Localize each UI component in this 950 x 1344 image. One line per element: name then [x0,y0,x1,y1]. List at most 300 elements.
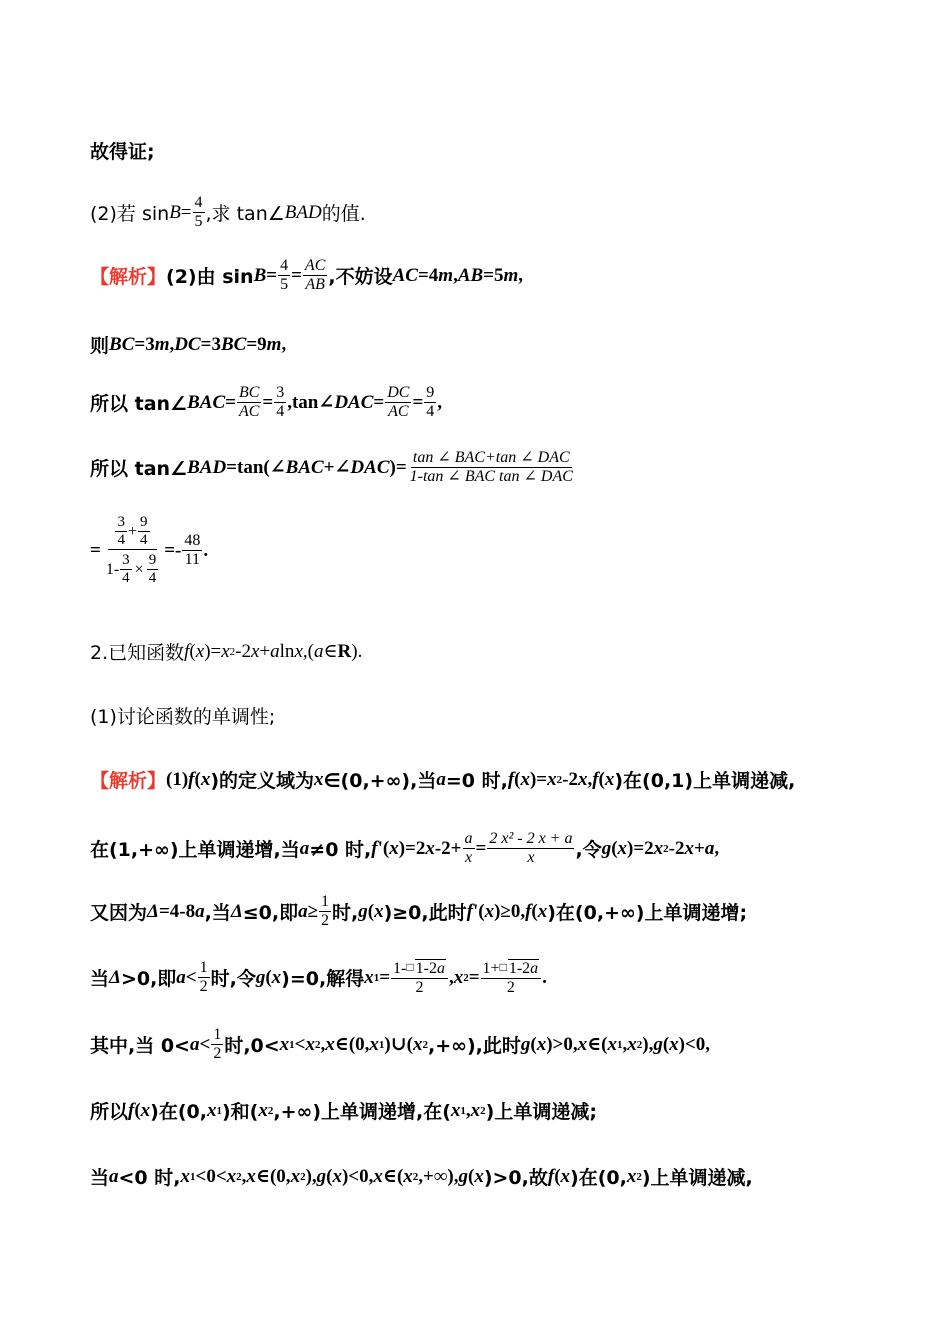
math-token: g [458,1165,468,1187]
math-token: x [520,768,530,790]
math-token: )在(0, [570,1167,627,1189]
solution-2-line-4 [90,449,576,486]
math-token: = [468,966,480,988]
fraction-root-plus [481,958,542,997]
math-token: a [436,960,445,977]
math-token: 4 [117,532,125,548]
math-token: a [270,640,280,662]
math-token: 1 [213,1026,222,1043]
math-token: , [622,1033,628,1055]
math-token: ∈( [587,1034,608,1055]
math-token: ,不妨设 [328,266,393,288]
math-token: × [134,560,144,578]
math-token: = [412,391,424,413]
math-token: , [437,391,443,413]
math-token: x [669,1033,679,1055]
math-token: □ [499,960,507,974]
math-token: < [294,1033,306,1055]
math-token: x [226,1165,237,1187]
math-token: + [259,640,271,662]
math-token: DAC [350,456,390,478]
math-token: ,+∞)上单调递增,在( [273,1101,451,1123]
math-token: 当 [90,1167,110,1189]
math-token: . [542,966,547,988]
math-token: ∈(0, [334,1034,370,1055]
math-token: ( [326,1165,333,1187]
math-token: x [527,849,535,866]
math-token: = [90,539,101,561]
math-token: -2 [562,768,578,790]
math-token: x [389,837,399,859]
math-token: 则 [90,335,110,357]
math-token: x [474,1165,484,1187]
math-token: 5 [194,213,203,230]
math-token: a [195,900,205,922]
math-token: f [592,768,599,790]
math-token: 的值. [321,203,366,225]
math-token: )<0, [341,1165,374,1187]
math-token: 2.已知函数 [90,642,185,664]
question-part-1 [90,702,275,729]
math-token: ( [467,1165,475,1187]
math-token: <0 时, [118,1167,181,1189]
math-token: x [684,837,694,859]
math-token: x [617,837,628,859]
math-token: 4 [148,570,157,586]
math-token: )≥0, [494,900,526,922]
math-token: )上单调递减; [485,1101,597,1123]
math-token: m [503,264,519,286]
math-token: ( [367,900,375,922]
math-token: x [200,768,211,790]
math-token: x [364,966,374,988]
math-token: -2 [668,837,685,859]
math-token: )>0, [546,1033,578,1055]
math-token: 当 [90,968,110,990]
math-token: ( [189,640,196,662]
math-token: ( [134,1099,141,1121]
math-token: 1 [321,893,330,910]
math-token: B [253,264,267,286]
math-token: Δ [109,966,121,988]
math-token: x [206,1099,217,1121]
math-token: '( [377,837,390,859]
math-token: 4 [194,194,203,211]
math-token: a [299,837,310,859]
math-token: Δ [147,900,159,922]
math-token: =4-8 [158,900,196,922]
math-token: (2)由 sin [166,266,254,288]
math-token: 2 [506,979,515,996]
math-token: x [140,1099,151,1121]
math-token: AC [392,264,418,286]
math-token: DAC [334,391,374,413]
math-token: 4 [140,532,148,548]
math-token: )的定义域为 [210,770,315,792]
math-token: g [316,1165,327,1187]
math-token: x [332,1165,342,1187]
math-token: f [507,768,515,790]
math-token: AC [304,257,326,274]
math-token: ,( [302,640,314,662]
math-token: m [266,333,282,355]
math-token: )上单调递减, [641,1167,753,1189]
math-token: ( [662,1033,670,1055]
math-token: =5 [483,264,504,286]
math-token: 又因为 [90,902,148,924]
math-token: f [128,1099,135,1121]
math-token: ≤0,即 [242,902,299,924]
math-token: = [475,837,487,859]
math-token: x [577,768,588,790]
math-token: x [453,966,464,988]
math-token: ( [598,768,605,790]
fraction-ac-ab [303,257,327,294]
fraction-1-2 [319,893,331,930]
math-token: □ [406,960,414,974]
math-token: = [379,966,391,988]
math-token: a [464,830,473,847]
math-token: x [258,1099,268,1121]
math-token: 1-2 [415,960,437,977]
math-token: )在(0, [150,1101,207,1123]
math-token: a [530,960,539,977]
fraction-48-11 [182,532,202,569]
math-token: BAC [187,391,226,413]
math-token: DC [387,384,410,401]
math-token: ,tan∠ [287,392,335,413]
math-token: a [176,966,186,988]
math-token: x [653,837,664,859]
fraction-tan-sum [408,449,575,486]
fraction-9-4 [424,384,436,421]
fraction-4-5 [278,257,290,294]
math-token: x [425,837,435,859]
math-token: )=2 [398,837,426,859]
math-token: 时, [332,902,359,924]
math-token: 1 [199,959,208,976]
math-token: =4 [417,264,439,286]
math-token: = [373,391,385,413]
math-token: ,当 [204,902,231,924]
math-token: x [246,1165,256,1187]
math-token: =3 [134,333,155,355]
math-token: ( [531,900,538,922]
question-2-tan-bad [90,194,366,231]
solution-1-line-4: 当 Δ >0,即 a < $\frac{1}{2}$ 时,令 g ( x )=0,解得 x 1 = $\frac{1-□ 1-2a}{2}$ , x 2 = $\frac{1+□ 1-2a}{2}$ . [90,959,547,996]
math-token: , [714,837,720,859]
math-token: x [180,1165,190,1187]
math-token: x [305,1033,315,1055]
math-token: tan ∠ BAC+tan ∠ DAC [412,449,570,466]
math-token: f [188,768,195,790]
math-token: BAC [285,456,324,478]
math-token: -2+ [434,837,462,859]
math-token: x [403,1165,413,1187]
math-token: )≥0,此时 [383,902,467,924]
math-token: x [484,900,495,922]
math-token: 1+ [482,960,500,977]
analysis-tag: 【解析】 [90,770,167,792]
math-token: ≥ [307,900,319,922]
math-token: 3 [276,384,285,401]
math-token: )和( [221,1101,259,1123]
math-token: x [221,640,230,662]
math-token: = [266,264,278,286]
math-token: BAD [187,456,227,478]
math-token: ( [611,837,618,859]
math-token: g [653,1033,663,1055]
math-token: 1-2 [508,960,531,977]
math-token: x [290,1165,301,1187]
math-token: + [694,837,705,859]
compound-fraction [102,514,163,587]
math-token: g [520,1033,531,1055]
solution-1-line-7: 当 a <0 时, x 1 <0< x 2 , x ∈(0, x 2 ), g ( x )<0, x ∈( x 2 ,+∞), g ( x )>0,故 f ( x )在(0, x 2 )上单调递减, [90,1163,753,1190]
math-token: 1-tan ∠ BAC tan ∠ DAC [409,468,573,485]
math-token: )= [529,768,548,790]
math-token: 所以 [90,1101,129,1123]
math-token: ,令 [575,839,602,861]
math-token: 4 [426,403,435,420]
math-token: < [199,1033,211,1055]
math-token: BC [238,384,260,401]
solution-2-line-1 [90,257,523,294]
math-token: 2 [199,978,208,995]
math-token: =tan(∠ [226,457,286,478]
math-token: 9 [426,384,435,401]
solution-1-line-6: 所以 f ( x )在(0, x 1 )和( x 2 ,+∞)上单调递增,在( x 1 , x 2 )上单调递减; [90,1097,597,1124]
math-token: ( [265,966,272,988]
math-token: )=2 [627,837,654,859]
math-token: 11 [184,551,201,568]
solution-1-line-2: 在(1,+∞)上单调递增,当 a ≠0 时, f '( x )=2 x -2+ $\frac{a}{x}$ = $\frac{\text{2 x² - 2 x + a}}{x}$ ,令 g ( x )=2 x 2 -2 x + a , [90,830,720,866]
math-token: 所以 tan∠ [90,393,188,415]
math-token: x [627,1033,637,1055]
math-token: x [279,1033,290,1055]
math-token: m [154,333,170,355]
math-token: )>0,故 [483,1167,548,1189]
math-token: , [241,1165,247,1187]
math-token: x [577,1033,588,1055]
fraction-4-5 [193,194,205,231]
math-token: 3 [117,514,125,530]
fraction-root-minus [391,958,448,997]
math-token: x [607,1033,617,1055]
math-token: )∪( [384,1034,413,1055]
math-token: 4 [276,403,285,420]
math-token: AB [305,276,325,293]
math-token: x [450,1099,461,1121]
text-line-proof-done [90,137,155,164]
math-token: 2 [213,1045,222,1062]
math-token: x [271,966,282,988]
solution-2-line-5 [90,514,208,587]
math-token: 所以 tan∠ [90,458,188,480]
math-token: , [281,333,287,355]
fraction-3-4 [274,384,286,421]
math-token: ), [642,1033,654,1055]
math-token: BC [109,333,135,355]
math-token: ln [279,640,295,662]
math-token: =3 [200,333,221,355]
math-token: 时,令 [210,968,256,990]
math-token: (2)若 sin [90,203,170,225]
math-token: x [314,768,324,790]
math-token: < [185,966,197,988]
math-token: f [547,1165,555,1187]
math-token: x [537,900,548,922]
math-token: . [203,539,209,561]
math-token: DC [174,333,201,355]
math-token: = [180,201,192,223]
math-token: ( [194,768,201,790]
solution-1-line-3 [90,893,747,930]
solution-1-line-1: 【解析】 (1) f ( x )的定义域为 x ∈(0,+∞),当 a =0 时, f ( x )= x 2 -2 x , f ( x )在(0,1)上单调递减, [90,766,795,793]
math-token: ,+∞),此时 [427,1035,521,1057]
math-token: 4 [122,570,130,586]
math-token: a [298,900,308,922]
math-token: f [525,900,532,922]
math-token: x [626,1165,637,1187]
solution-1-line-5: 其中,当 0< a < $\frac{1}{2}$ 时,0< x 1 < x 2 , x ∈(0, x 1 )∪( x 2 ,+∞),此时 g ( x )>0, x ∈( x 1 , x 2 ), g ( x )<0, [90,1026,711,1062]
fraction-1-2 [211,1026,223,1063]
math-token: ∈(0, [255,1166,291,1187]
math-token: x [325,1033,335,1055]
fraction-bc-ac [237,384,261,421]
math-token: (1) [166,768,189,790]
math-token: +∠ [323,457,351,478]
analysis-tag: 【解析】 [90,266,167,288]
math-token: + [127,522,138,540]
math-token: ∈ [323,641,338,662]
math-token: a [109,1165,119,1187]
math-token: x [251,640,260,662]
math-token: (1)讨论函数的单调性; [90,706,276,728]
math-token: 9 [140,514,148,530]
math-token: BAD [284,201,322,223]
question-function-definition: 2.已知函数 f ( x )= x 2 -2 x + a ln x ,( a ∈ R ). [90,638,362,665]
fraction-1-2 [198,959,210,996]
fraction-dc-ac [385,384,411,421]
math-token: , [169,333,175,355]
math-token: ( [514,768,521,790]
math-token: g [601,837,612,859]
math-token: x [195,640,205,662]
math-token: g [255,966,266,988]
math-token: -2 [235,640,251,662]
math-token: m [438,264,454,286]
solution-2-line-3 [90,384,442,421]
math-token: a [436,768,446,790]
math-token: )= [204,640,222,662]
math-token: g [358,900,368,922]
math-token: AC [238,403,260,420]
math-token: 1- [105,560,120,578]
math-token: ∈(0,+∞),当 [323,770,437,792]
math-token: 时,0< [224,1035,280,1057]
math-token: ). [351,640,363,662]
math-token: 其中,当 0< [90,1035,190,1057]
math-token: 5 [280,276,289,293]
math-token: x [464,849,473,866]
math-token: ), [305,1165,317,1187]
math-token: 4 [280,257,289,274]
solution-2-line-2 [90,331,286,358]
math-token: , [465,1099,471,1121]
math-token: >0,即 [120,968,177,990]
math-token: <0< [195,1165,227,1187]
math-token: = [262,391,274,413]
math-token: 3 [122,552,130,568]
math-token: x [560,1165,571,1187]
math-token: , [518,264,524,286]
math-token: = [225,391,236,413]
math-token: a [189,1033,200,1055]
math-token: ( [530,1033,537,1055]
math-token: = [291,264,302,286]
math-token: f [466,900,473,922]
math-token: , [320,1033,326,1055]
math-token: R [337,640,352,662]
math-token: )<0, [678,1033,711,1055]
math-token: ≠0 时, [309,839,372,861]
math-token: x [294,640,303,662]
math-token: 48 [184,532,201,549]
math-token: AC [388,403,409,420]
math-token: x [470,1099,481,1121]
math-token: =0 时, [445,770,508,792]
math-token: x [536,1033,547,1055]
math-token: f [371,837,378,859]
math-token: 2 [415,979,424,996]
math-token: '( [472,900,485,922]
math-token: =9 [246,333,267,355]
math-token: BC [220,333,247,355]
math-token: )=0,解得 [281,968,365,990]
math-token: 在(1,+∞)上单调递增,当 [90,839,300,861]
math-token: a [704,837,715,859]
math-token: 2 [321,912,330,929]
math-token: B [169,201,181,223]
fraction-a-x [463,830,475,867]
fraction-quadratic-over-x [487,830,574,867]
math-token: AB [457,264,484,286]
math-token: )在(0,+∞)上单调递增; [547,902,748,924]
math-token: a [313,640,324,662]
math-token: , [453,264,458,286]
math-token: 1- [393,960,407,977]
math-token: 故得证; [90,141,155,163]
math-token: =- [164,539,182,561]
math-token: 2 x² - 2 x + a [489,830,573,847]
math-token: x [604,768,615,790]
math-token: ,+∞), [418,1165,459,1187]
math-token: )= [389,456,407,478]
math-token: Δ [230,900,243,922]
math-token: f [184,640,190,662]
math-token: , [587,768,593,790]
math-token: , [448,966,454,988]
math-token: x [373,1165,383,1187]
math-token: ,求 tan∠ [205,203,285,225]
math-token: ( [554,1165,561,1187]
math-token: x [412,1033,423,1055]
math-token: x [374,900,384,922]
math-token: )在(0,1)上单调递减, [614,770,796,792]
math-token: x [547,768,557,790]
math-token: x [369,1033,379,1055]
